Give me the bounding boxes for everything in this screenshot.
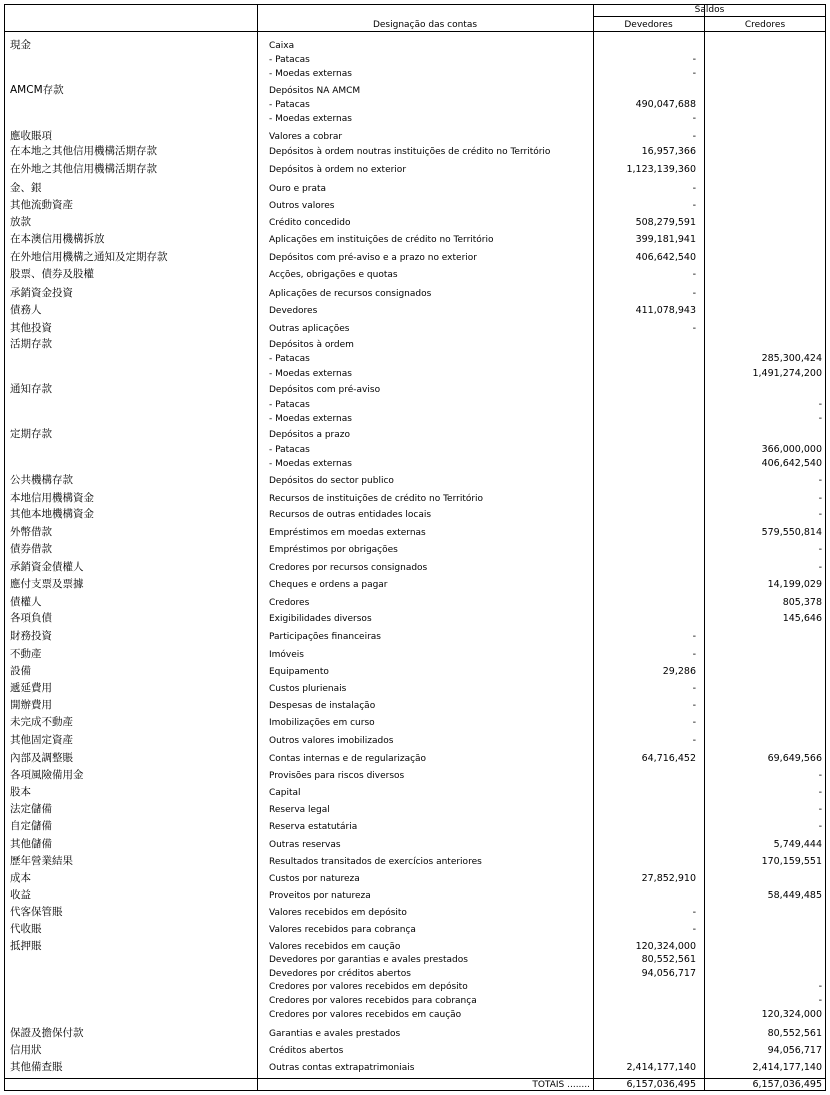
devedores-value: 1,123,139,360 <box>626 164 696 175</box>
account-name-pt: Credores por valores recebidos em caução <box>269 1010 462 1020</box>
totals-top-rule <box>4 1078 826 1079</box>
account-name-zh: 代收賬 <box>10 923 42 935</box>
account-name-zh: 財務投資 <box>10 630 52 642</box>
account-name-zh: 收益 <box>10 889 31 901</box>
account-name-pt: Proveitos por natureza <box>269 891 371 901</box>
devedores-value: 16,957,366 <box>641 146 696 157</box>
column-divider-devedores <box>593 4 594 1090</box>
credores-value: 805,378 <box>782 597 822 608</box>
credores-value: 69,649,566 <box>767 753 822 764</box>
credores-value: 579,550,814 <box>761 527 822 538</box>
account-name-pt: Credores por recursos consignados <box>269 563 428 573</box>
saldos-divider <box>593 16 826 17</box>
balance-sheet-table <box>4 4 826 1091</box>
table-border-right <box>825 4 826 1090</box>
credores-value: - <box>818 544 822 555</box>
credores-value: - <box>818 413 822 424</box>
credores-value: 170,159,551 <box>761 856 822 867</box>
account-name-pt: - Patacas <box>269 400 310 410</box>
account-name-zh: 債權人 <box>10 596 42 608</box>
account-name-pt: Empréstimos em moedas externas <box>269 528 426 538</box>
account-name-pt: Recursos de instituições de crédito no Território <box>269 494 484 504</box>
account-name-pt: Outros valores <box>269 201 335 211</box>
credores-value: 120,324,000 <box>761 1009 822 1020</box>
account-name-pt: Créditos abertos <box>269 1046 344 1056</box>
totals-credores: 6,157,036,495 <box>752 1079 822 1090</box>
account-name-zh: 設備 <box>10 665 31 677</box>
account-name-zh: 保證及擔保付款 <box>10 1027 84 1039</box>
account-name-zh: 定期存款 <box>10 428 52 440</box>
devedores-value: - <box>692 323 696 334</box>
account-name-zh: 通知存款 <box>10 383 52 395</box>
account-name-zh: 信用狀 <box>10 1044 42 1056</box>
account-name-pt: Outras reservas <box>269 840 341 850</box>
account-name-pt: Provisões para riscos diversos <box>269 771 405 781</box>
account-name-zh: 未完成不動產 <box>10 716 73 728</box>
account-name-zh: 內部及調整賬 <box>10 752 73 764</box>
account-name-zh: 本地信用機構資金 <box>10 492 94 504</box>
account-name-zh: 抵押賬 <box>10 940 42 952</box>
account-name-zh: 放款 <box>10 216 31 228</box>
account-name-pt: Valores recebidos para cobrança <box>269 925 416 935</box>
account-name-zh: 其他本地機構資金 <box>10 508 94 520</box>
devedores-value: - <box>692 200 696 211</box>
account-name-zh: 承銷資金債權人 <box>10 561 84 573</box>
account-name-zh: 其他固定資產 <box>10 734 73 746</box>
account-name-pt: Valores recebidos em depósito <box>269 908 407 918</box>
credores-value: - <box>818 493 822 504</box>
account-name-zh: 不動產 <box>10 648 42 660</box>
devedores-value: - <box>692 924 696 935</box>
account-name-pt: - Patacas <box>269 100 310 110</box>
account-name-pt: Empréstimos por obrigações <box>269 545 398 555</box>
account-name-pt: Depósitos a prazo <box>269 430 350 440</box>
table-border-bottom <box>4 1090 826 1091</box>
column-divider-credores <box>704 4 705 1090</box>
devedores-value: - <box>692 54 696 65</box>
devedores-value: - <box>692 649 696 660</box>
header-bottom-rule <box>4 31 826 32</box>
account-name-pt: Garantias e avales prestados <box>269 1029 401 1039</box>
account-name-pt: Contas internas e de regularização <box>269 754 427 764</box>
account-name-pt: Outras contas extrapatrimoniais <box>269 1063 415 1073</box>
credores-value: - <box>818 787 822 798</box>
account-name-zh: 承銷資金投資 <box>10 287 73 299</box>
account-name-pt: Resultados transitados de exercícios anteriores <box>269 857 482 867</box>
credores-value: - <box>818 821 822 832</box>
account-name-pt: Valores a cobrar <box>269 132 343 142</box>
header-credores: Credores <box>744 20 786 30</box>
table-border-left <box>4 4 5 1090</box>
devedores-value: - <box>692 735 696 746</box>
devedores-value: - <box>692 131 696 142</box>
devedores-value: 411,078,943 <box>635 305 696 316</box>
account-name-pt: Devedores por créditos abertos <box>269 969 411 979</box>
devedores-value: 80,552,561 <box>641 954 696 965</box>
devedores-value: 29,286 <box>662 666 696 677</box>
account-name-pt: - Moedas externas <box>269 69 352 79</box>
credores-value: 80,552,561 <box>767 1028 822 1039</box>
account-name-pt: Custos por natureza <box>269 874 360 884</box>
account-name-pt: Cheques e ordens a pagar <box>269 580 388 590</box>
account-name-zh: 在本澳信用機構拆放 <box>10 233 105 245</box>
account-name-pt: Depósitos do sector publico <box>269 476 394 486</box>
account-name-zh: 歷年營業結果 <box>10 855 73 867</box>
account-name-zh: 在外地信用機構之通知及定期存款 <box>10 251 168 263</box>
account-name-pt: Ouro e prata <box>269 184 327 194</box>
account-name-zh: 其他儲備 <box>10 838 52 850</box>
devedores-value: 120,324,000 <box>635 941 696 952</box>
account-name-zh: 外幣借款 <box>10 526 52 538</box>
account-name-pt: Imobilizações em curso <box>269 718 375 728</box>
account-name-zh: 金、銀 <box>10 182 42 194</box>
devedores-value: 2,414,177,140 <box>626 1062 696 1073</box>
account-name-pt: - Patacas <box>269 354 310 364</box>
devedores-value: - <box>692 683 696 694</box>
account-name-pt: Acções, obrigações e quotas <box>269 270 398 280</box>
account-name-pt: Crédito concedido <box>269 218 351 228</box>
account-name-zh: 其他備查賬 <box>10 1061 63 1073</box>
devedores-value: 490,047,688 <box>635 99 696 110</box>
credores-value: 2,414,177,140 <box>752 1062 822 1073</box>
account-name-zh: 遞延費用 <box>10 682 52 694</box>
devedores-value: 64,716,452 <box>641 753 696 764</box>
account-name-zh: 自定儲備 <box>10 820 52 832</box>
devedores-value: - <box>692 631 696 642</box>
account-name-pt: Exigibilidades diversos <box>269 614 372 624</box>
credores-value: - <box>818 475 822 486</box>
account-name-zh: 股票、債券及股權 <box>10 268 94 280</box>
account-name-pt: Reserva legal <box>269 805 330 815</box>
account-name-zh: 各項負債 <box>10 612 52 624</box>
credores-value: 285,300,424 <box>761 353 822 364</box>
account-name-pt: Outros valores imobilizados <box>269 736 394 746</box>
column-divider-designation <box>257 4 258 1090</box>
account-name-pt: Depósitos com pré-aviso <box>269 385 381 395</box>
devedores-value: - <box>692 113 696 124</box>
devedores-value: - <box>692 68 696 79</box>
totals-label: TOTAIS ........ <box>532 1080 590 1090</box>
devedores-value: - <box>692 907 696 918</box>
account-name-zh: 成本 <box>10 872 31 884</box>
account-name-pt: Aplicações em instituições de crédito no Território <box>269 235 494 245</box>
header-saldos: Saldos <box>694 5 725 15</box>
account-name-zh: 應付支票及票據 <box>10 578 84 590</box>
account-name-pt: - Moedas externas <box>269 459 352 469</box>
account-name-pt: Outras aplicações <box>269 324 350 334</box>
credores-value: 5,749,444 <box>773 839 822 850</box>
account-name-pt: Devedores <box>269 306 318 316</box>
totals-devedores: 6,157,036,495 <box>626 1079 696 1090</box>
account-name-pt: Depósitos à ordem noutras instituições de crédito no Território <box>269 147 551 157</box>
credores-value: 14,199,029 <box>767 579 822 590</box>
account-name-pt: Custos plurienais <box>269 684 347 694</box>
account-name-zh: 其他投資 <box>10 322 52 334</box>
account-name-pt: Reserva estatutária <box>269 822 358 832</box>
credores-value: 1,491,274,200 <box>752 368 822 379</box>
account-name-pt: Recursos de outras entidades locais <box>269 510 432 520</box>
account-name-zh: 活期存款 <box>10 338 52 350</box>
account-name-pt: Caixa <box>269 41 295 51</box>
account-name-zh: 公共機構存款 <box>10 474 73 486</box>
account-name-pt: - Moedas externas <box>269 114 352 124</box>
account-name-pt: Depósitos com pré-aviso e a prazo no exterior <box>269 253 477 263</box>
devedores-value: - <box>692 700 696 711</box>
header-designacao: Designação das contas <box>372 20 478 30</box>
account-name-pt: Equipamento <box>269 667 329 677</box>
account-name-pt: Credores <box>269 598 310 608</box>
header-devedores: Devedores <box>624 20 673 30</box>
devedores-value: 508,279,591 <box>635 217 696 228</box>
account-name-zh: 應收賬項 <box>10 130 52 142</box>
account-name-pt: Credores por valores recebidos em depósito <box>269 982 468 992</box>
account-name-zh: 其他流動資產 <box>10 199 73 211</box>
account-name-pt: - Moedas externas <box>269 369 352 379</box>
account-name-pt: Depósitos à ordem <box>269 340 354 350</box>
credores-value: - <box>818 770 822 781</box>
devedores-value: 406,642,540 <box>635 252 696 263</box>
account-name-zh: 各項風險備用金 <box>10 769 84 781</box>
account-name-zh: 開辦費用 <box>10 699 52 711</box>
credores-value: - <box>818 995 822 1006</box>
devedores-value: - <box>692 183 696 194</box>
credores-value: 94,056,717 <box>767 1045 822 1056</box>
credores-value: 406,642,540 <box>761 458 822 469</box>
credores-value: 145,646 <box>782 613 822 624</box>
account-name-pt: Depósitos à ordem no exterior <box>269 165 407 175</box>
account-name-pt: Despesas de instalação <box>269 701 376 711</box>
credores-value: - <box>818 562 822 573</box>
credores-value: - <box>818 509 822 520</box>
account-name-pt: Depósitos NA AMCM <box>269 86 361 96</box>
account-name-zh: AMCM存款 <box>10 84 64 96</box>
devedores-value: - <box>692 717 696 728</box>
account-name-zh: 現金 <box>10 39 31 51</box>
account-name-pt: - Moedas externas <box>269 414 352 424</box>
credores-value: - <box>818 399 822 410</box>
account-name-pt: Devedores por garantias e avales prestados <box>269 955 468 965</box>
account-name-zh: 債務人 <box>10 304 42 316</box>
account-name-zh: 債券借款 <box>10 543 52 555</box>
account-name-zh: 在外地之其他信用機構活期存款 <box>10 163 157 175</box>
account-name-pt: Capital <box>269 788 301 798</box>
devedores-value: - <box>692 288 696 299</box>
credores-value: - <box>818 981 822 992</box>
credores-value: 366,000,000 <box>761 444 822 455</box>
devedores-value: 27,852,910 <box>641 873 696 884</box>
devedores-value: 94,056,717 <box>641 968 696 979</box>
devedores-value: 399,181,941 <box>635 234 696 245</box>
account-name-pt: - Patacas <box>269 445 310 455</box>
account-name-pt: Imóveis <box>269 650 304 660</box>
account-name-pt: Credores por valores recebidos para cobrança <box>269 996 477 1006</box>
account-name-pt: Valores recebidos em caução <box>269 942 401 952</box>
account-name-pt: - Patacas <box>269 55 310 65</box>
account-name-pt: Participações financeiras <box>269 632 381 642</box>
account-name-zh: 法定儲備 <box>10 803 52 815</box>
account-name-zh: 股本 <box>10 786 31 798</box>
account-name-zh: 在本地之其他信用機構活期存款 <box>10 145 157 157</box>
devedores-value: - <box>692 269 696 280</box>
credores-value: 58,449,485 <box>767 890 822 901</box>
account-name-zh: 代客保管賬 <box>10 906 63 918</box>
credores-value: - <box>818 804 822 815</box>
account-name-pt: Aplicações de recursos consignados <box>269 289 432 299</box>
